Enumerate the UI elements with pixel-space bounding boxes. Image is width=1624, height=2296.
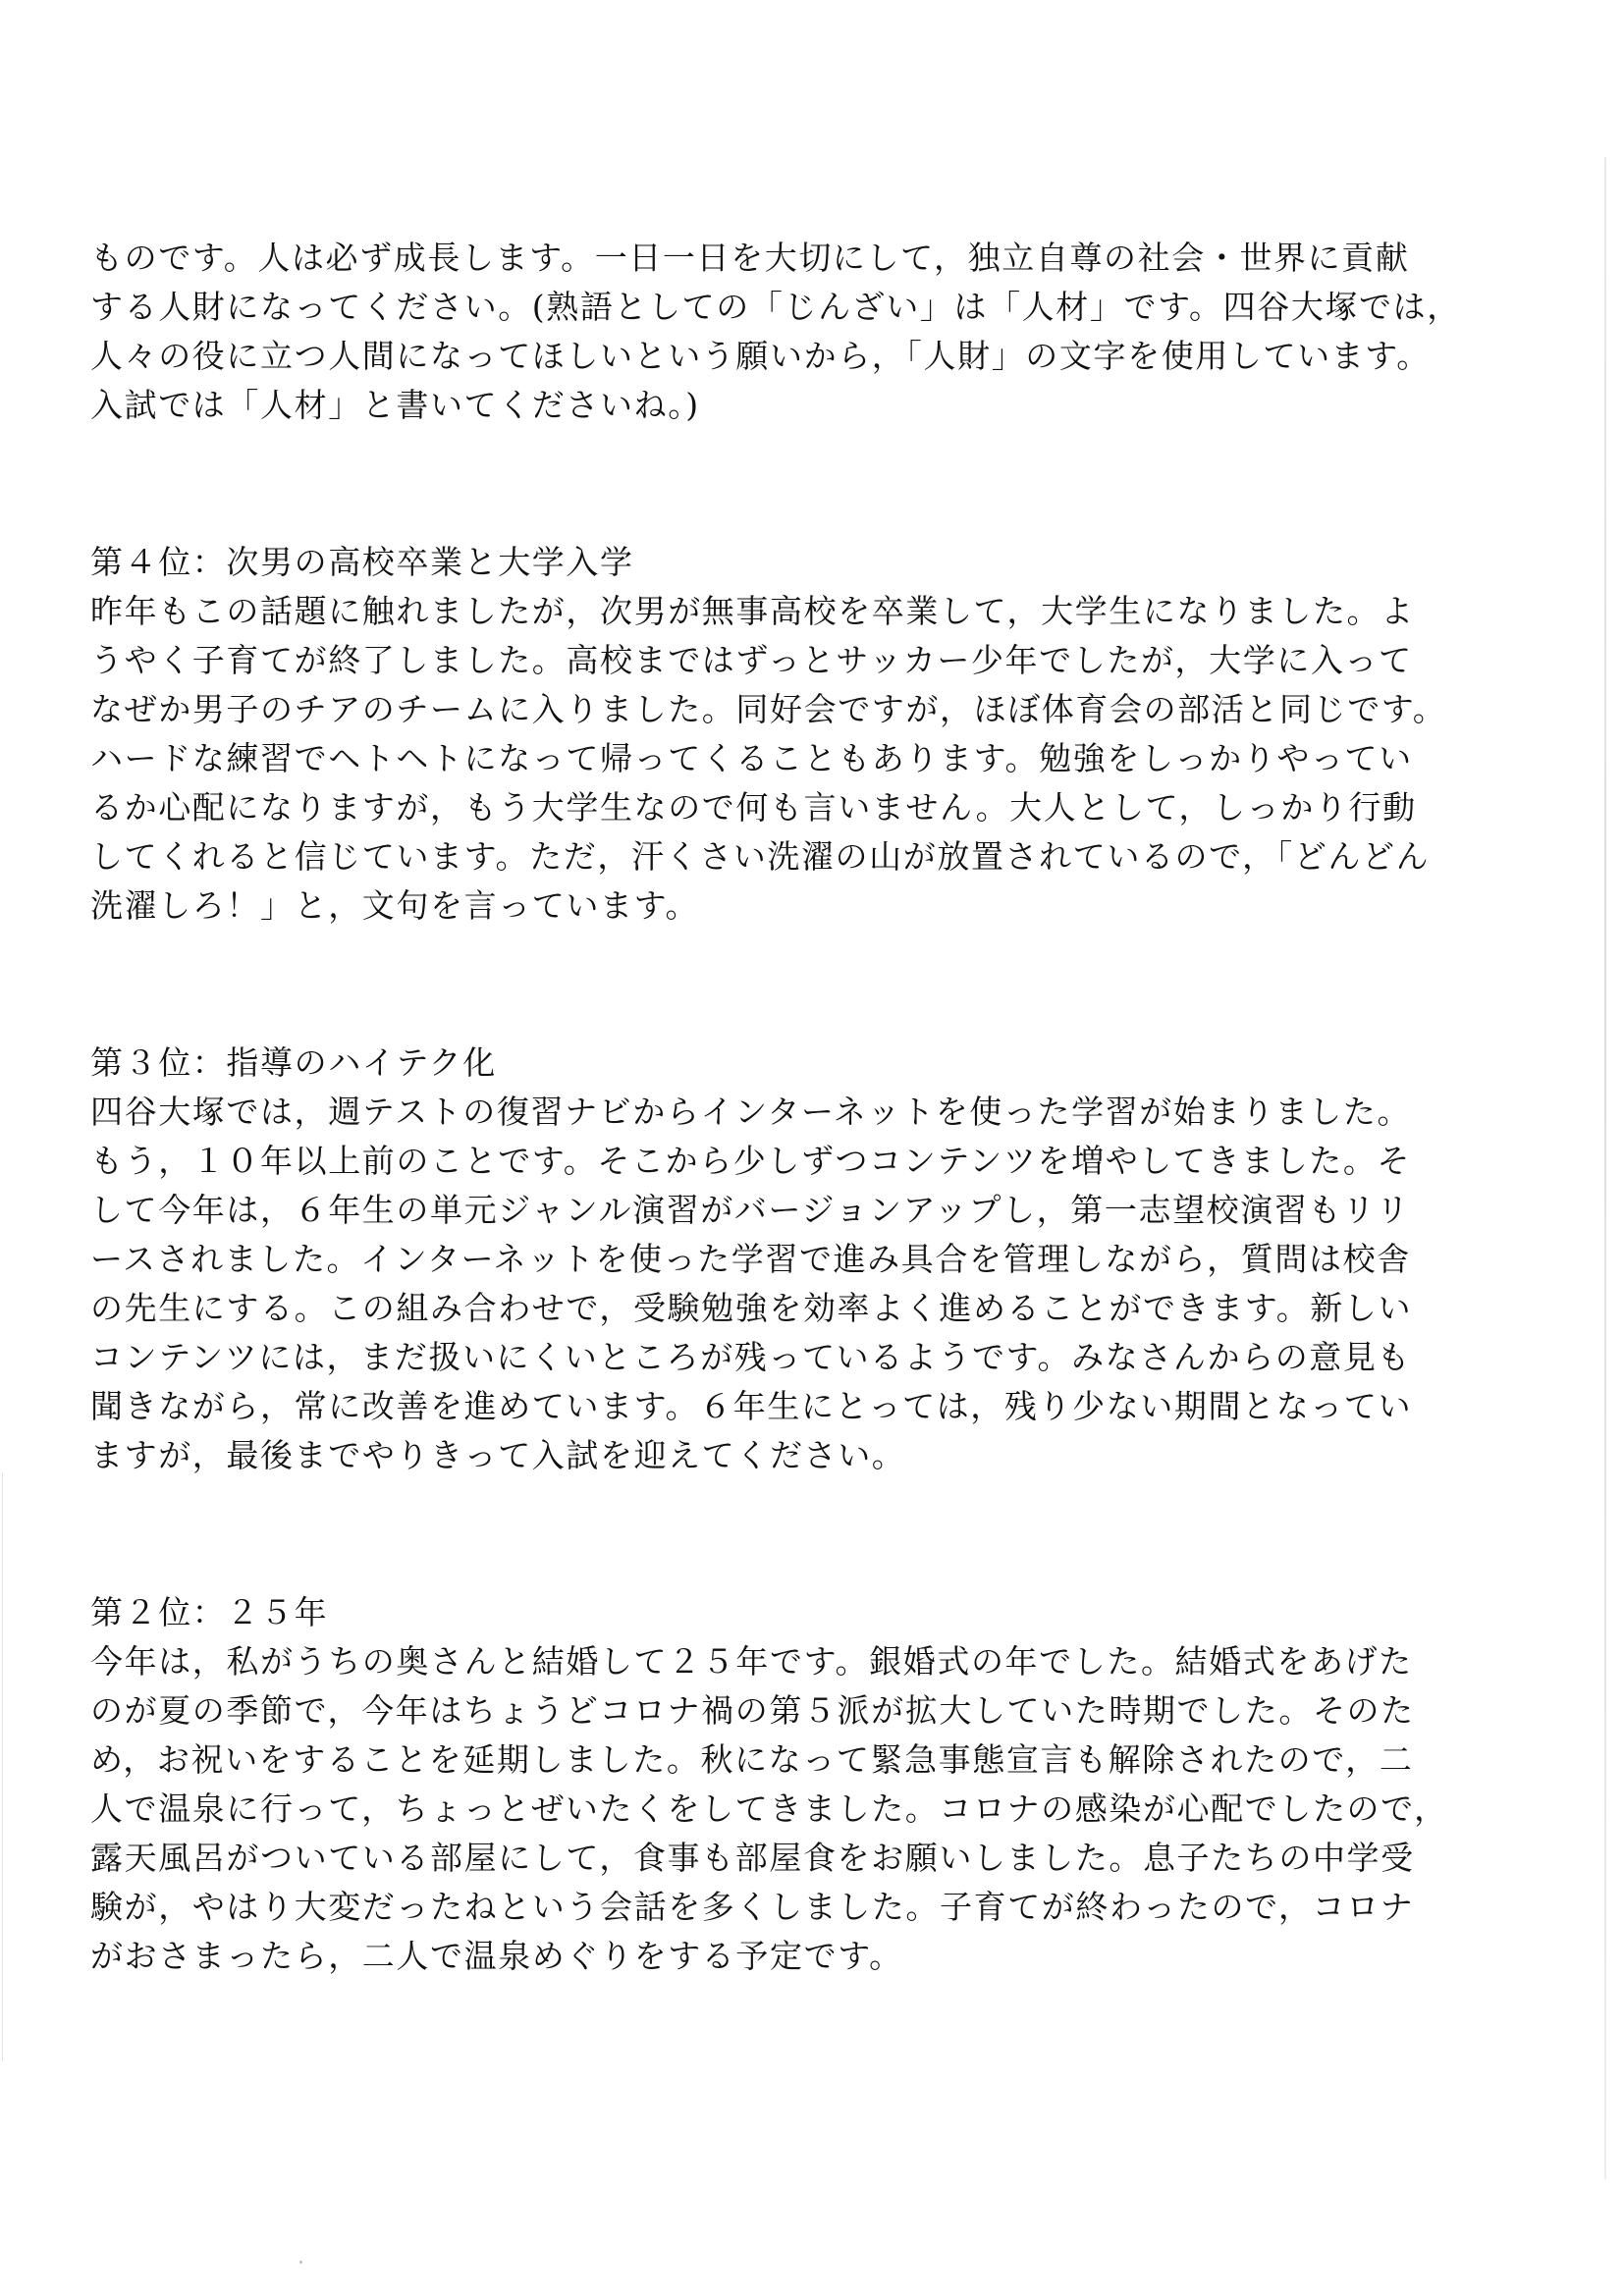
- intro-line: する人財になってください。(熟語としての「じんざい」は「人材」です。四谷大塚では，: [90, 288, 1461, 326]
- section-line: 聞きながら，常に改善を進めています。６年生にとっては，残り少ない期間となってい: [90, 1387, 1413, 1425]
- section-line: なぜか男子のチアのチームに入りました。同好会ですが，ほぼ体育会の部活と同じです。: [90, 690, 1447, 728]
- document-body: [90, 234, 1514, 1981]
- section-line: の先生にする。この組み合わせで，受験勉強を効率よく進めることができます。新しい: [90, 1289, 1413, 1327]
- scan-edge-shadow-left: [2, 1472, 3, 2061]
- section-line: もう，１０年以上前のことです。そこから少しずつコンテンツを増やしてきました。そ: [90, 1142, 1412, 1180]
- intro-line: ものです。人は必ず成長します。一日一日を大切にして，独立自尊の社会・世界に貢献: [90, 239, 1410, 277]
- scan-edge-shadow: [1604, 157, 1606, 2179]
- section-line: して今年は，６年生の単元ジャンル演習がバージョンアップし，第一志望校演習もリリ: [90, 1191, 1411, 1229]
- paragraph-spacer: [90, 931, 1514, 1039]
- section-line: 露天風呂がついている部屋にして，食事も部屋食をお願いしました。息子たちの中学受: [90, 1839, 1415, 1877]
- section-line: コンテンツには，まだ扱いにくいところが残っているようです。みなさんからの意見も: [90, 1338, 1412, 1376]
- intro-line: 人々の役に立つ人間になってほしいという願いから，「人財」の文字を使用しています。: [90, 337, 1431, 375]
- section-line: うやく子育てが終了しました。高校まではずっとサッカー少年でしたが，大学に入って: [90, 641, 1413, 679]
- section-heading: 第２位：２５年: [90, 1593, 329, 1631]
- intro-line: 入試では「人材」と書いてくださいね。): [90, 386, 700, 424]
- section-heading: 第３位：指導のハイテク化: [90, 1043, 497, 1082]
- section-line: 今年は，私がうちの奥さんと結婚して２５年です。銀婚式の年でした。結婚式をあげた: [90, 1642, 1413, 1681]
- intro-paragraph: [90, 234, 1514, 430]
- section-rank-3: [90, 1039, 1514, 1480]
- section-line: ますが，最後までやりきって入試を迎えてください。: [90, 1436, 906, 1474]
- paragraph-spacer: [90, 1480, 1514, 1588]
- section-line: のが夏の季節で，今年はちょうどコロナ禍の第５派が拡大していた時期でした。そのた: [90, 1691, 1415, 1730]
- section-line: ースされました。インターネットを使った学習で進み具合を管理しながら，質問は校舎: [90, 1240, 1411, 1278]
- section-line: ハードな練習でヘトヘトになって帰ってくることもあります。勉強をしっかりやってい: [90, 739, 1413, 777]
- section-rank-4: [90, 538, 1514, 931]
- section-line: 四谷大塚では，週テストの復習ナビからインターネットを使った学習が始まりました。: [90, 1093, 1412, 1131]
- section-line: め，お祝いをすることを延期しました。秋になって緊急事態宣言も解除されたので，二: [90, 1740, 1414, 1779]
- scan-speck: [299, 2261, 302, 2264]
- section-heading: 第４位：次男の高校卒業と大学入学: [90, 543, 634, 581]
- section-line: してくれると信じています。ただ，汗くさい洗濯の山が放置されているので，「どんどん: [90, 837, 1431, 876]
- section-rank-2: [90, 1588, 1514, 1981]
- section-line: 人で温泉に行って，ちょっとぜいたくをしてきました。コロナの感染が心配でしたので，: [90, 1789, 1448, 1828]
- paragraph-spacer: [90, 430, 1514, 538]
- section-line: 験が，やはり大変だったねという会話を多くしました。子育てが終わったので，コロナ: [90, 1888, 1415, 1926]
- section-line: るか心配になりますが，もう大学生なので何も言いません。大人として，しっかり行動: [90, 788, 1417, 827]
- section-line: がおさまったら，二人で温泉めぐりをする予定です。: [90, 1937, 903, 1975]
- section-line: 昨年もこの話題に触れましたが，次男が無事高校を卒業して，大学生になりました。よ: [90, 592, 1415, 630]
- section-line: 洗濯しろ！」と，文句を言っています。: [90, 886, 700, 925]
